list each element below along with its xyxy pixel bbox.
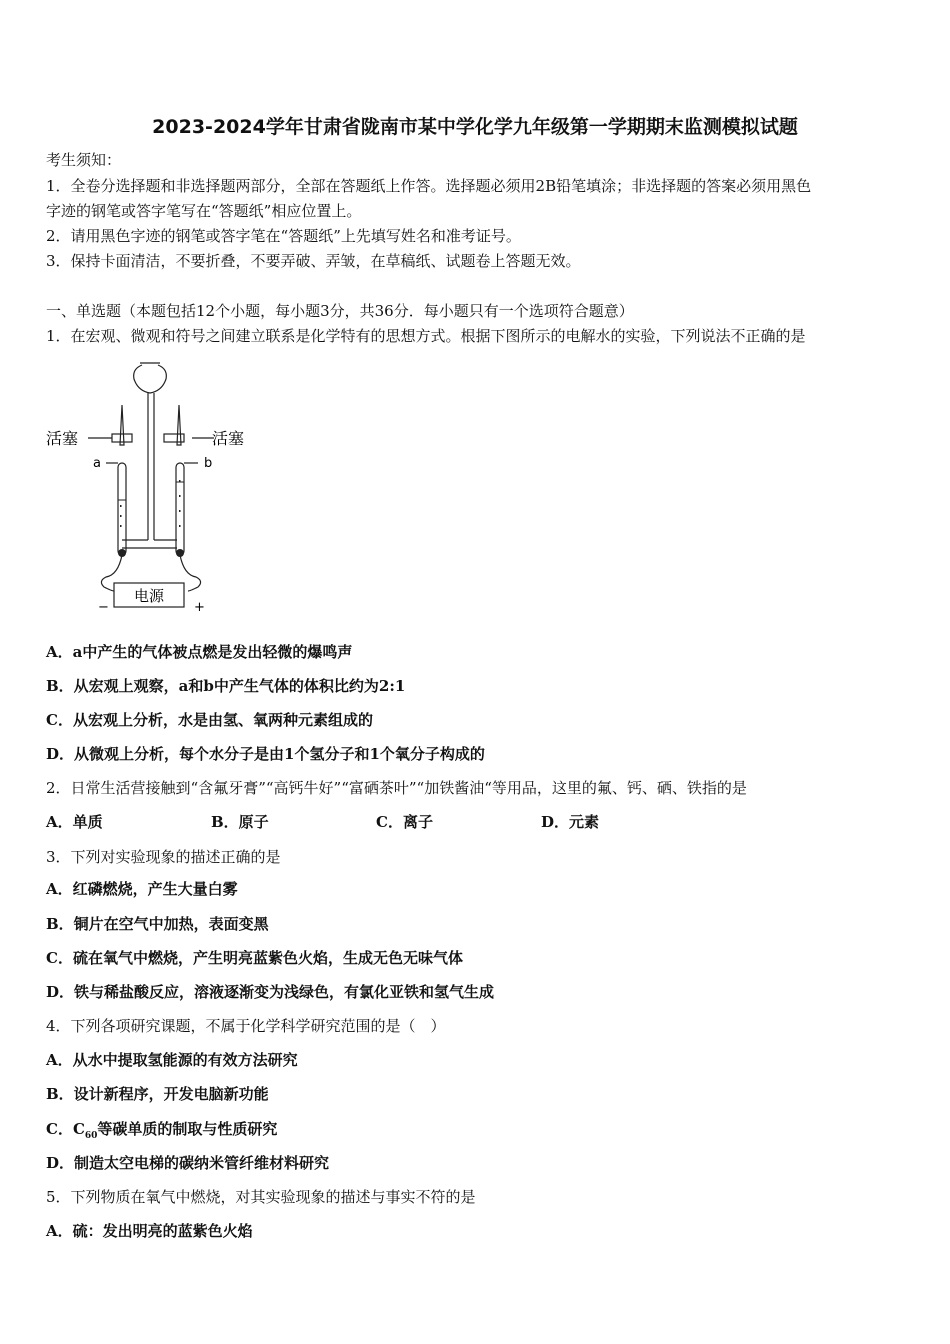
option-c-text: 等碳单质的制取与性质研究: [97, 1120, 278, 1138]
option-c-prefix: C．C: [46, 1120, 85, 1138]
question-3-option-d: D．铁与稀盐酸反应，溶液逐渐变为浅绿色，有氯化亚铁和氢气生成: [46, 983, 495, 1001]
question-1-option-a: A．a中产生的气体被点燃是发出轻微的爆鸣声: [46, 643, 353, 661]
left-valve-label: 活塞: [46, 429, 79, 448]
question-4-option-b: B．设计新程序，开发电脑新功能: [46, 1085, 269, 1103]
question-2-option-c: C．离子: [376, 813, 433, 831]
notice-line: 1．全卷分选择题和非选择题两部分，全部在答题纸上作答。选择题必须用2B铅笔填涂；非选择题的答案必须用黑色: [46, 177, 812, 195]
question-2-option-b: B．原子: [211, 813, 269, 831]
tube-a-label: a: [93, 456, 101, 471]
right-valve-label: 活塞: [212, 429, 245, 448]
question-4-option-a: A．从水中提取氢能源的有效方法研究: [46, 1051, 298, 1069]
question-4-option-d: D．制造太空电梯的碳纳米管纤维材料研究: [46, 1154, 330, 1172]
question-1-option-d: D．从微观上分析，每个水分子是由1个氢分子和1个氧分子构成的: [46, 745, 485, 763]
question-4-stem: 4．下列各项研究课题，不属于化学科学研究范围的是（ ）: [46, 1017, 446, 1035]
question-5-option-a: A．硫：发出明亮的蓝紫色火焰: [46, 1222, 253, 1240]
question-3-option-a: A．红磷燃烧，产生大量白雾: [46, 880, 238, 898]
power-source-label: 电源: [134, 587, 165, 605]
negative-terminal-label: −: [98, 600, 109, 615]
question-3-option-c: C．硫在氧气中燃烧，产生明亮蓝紫色火焰，生成无色无味气体: [46, 949, 463, 967]
question-1-stem: 1．在宏观、微观和符号之间建立联系是化学特有的思想方式。根据下图所示的电解水的实验，下列说法不正确的是: [46, 327, 806, 345]
question-5-stem: 5．下列物质在氧气中燃烧，对其实验现象的描述与事实不符的是: [46, 1188, 476, 1206]
notice-line: 3．保持卡面清洁，不要折叠，不要弄破、弄皱，在草稿纸、试题卷上答题无效。: [46, 252, 581, 270]
question-1-option-b: B．从宏观上观察，a和b中产生气体的体积比约为2:1: [46, 677, 406, 695]
question-2-option-a: A．单质: [46, 813, 103, 831]
question-1-option-c: C．从宏观上分析，水是由氢、氧两种元素组成的: [46, 711, 373, 729]
question-2-option-d: D．元素: [541, 813, 600, 831]
section-heading: 一、单选题（本题包括12个小题，每小题3分，共36分．每小题只有一个选项符合题意）: [46, 302, 634, 320]
notice-line: 2．请用黑色字迹的钢笔或答字笔在“答题纸”上先填写姓名和准考证号。: [46, 227, 521, 245]
tube-b-label: b: [204, 456, 213, 471]
notice-heading: 考生须知：: [46, 151, 122, 169]
page-title: 2023-2024学年甘肃省陇南市某中学化学九年级第一学期期末监测模拟试题: [152, 116, 798, 138]
notice-line: 字迹的钢笔或答字笔写在“答题纸”相应位置上。: [46, 202, 362, 220]
option-c-subscript: 60: [84, 1131, 98, 1141]
positive-terminal-label: +: [194, 600, 205, 615]
question-2-stem: 2．日常生活营接触到“含氟牙膏”“高钙牛好”“富硒茶叶”“加铁酱油“等用品，这里的氟、钙、硒、铁指的是: [46, 779, 747, 797]
electrolysis-apparatus-diagram: [40, 355, 260, 615]
question-3-option-b: B．铜片在空气中加热，表面变黑: [46, 915, 269, 933]
question-3-stem: 3．下列对实验现象的描述正确的是: [46, 848, 281, 866]
question-4-option-c: [46, 1119, 277, 1146]
